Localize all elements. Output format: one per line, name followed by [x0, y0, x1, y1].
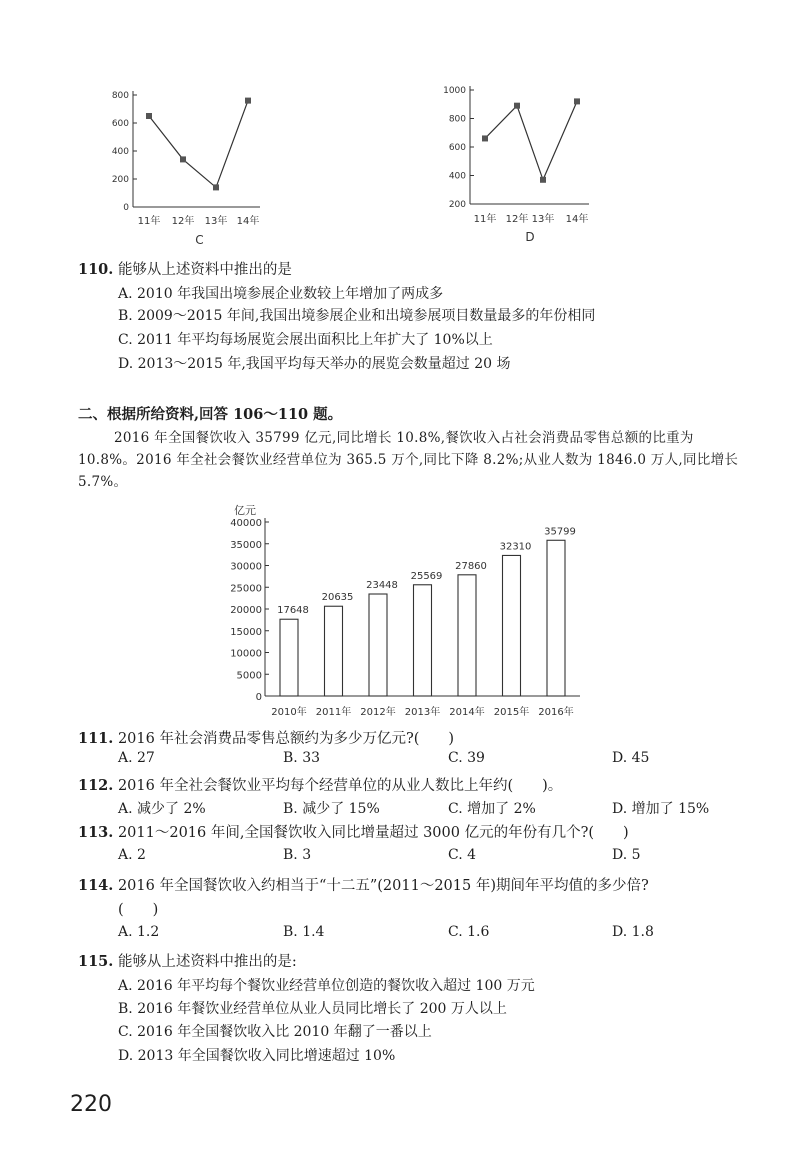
question-stem: 能够从上述资料中推出的是: [117, 954, 297, 970]
y-tick-label: 400 [111, 147, 129, 157]
q110-option-b: B. 2009～2015 年间,我国出境参展企业和出境参展项目数量最多的年份相同 [118, 308, 596, 324]
question-112 [78, 774, 562, 795]
data-label: 32310 [499, 541, 532, 553]
question-114-answer-blank: ( ) [118, 902, 159, 918]
x-tick-label: 2012年 [360, 707, 396, 718]
q111-option-b: B. 33 [283, 750, 321, 766]
y-tick-label: 0 [123, 203, 129, 213]
x-tick-label: 13年 [204, 216, 228, 227]
x-tick-label: 2015年 [493, 707, 530, 718]
data-point [482, 135, 488, 141]
bar-2016年 [547, 540, 565, 696]
q110-option-d: D. 2013～2015 年,我国平均每天举办的展览会数量超过 20 场 [118, 356, 511, 372]
q114-option-d: D. 1.8 [612, 924, 654, 940]
q112-option-a: A. 减少了 2% [118, 801, 206, 817]
y-tick-label: 10000 [230, 648, 262, 660]
x-tick-label: 12年 [171, 216, 195, 227]
data-label: 25569 [410, 570, 443, 582]
q114-option-b: B. 1.4 [283, 924, 325, 940]
x-tick-label: 11年 [137, 216, 161, 227]
page-number: 220 [70, 1092, 112, 1117]
bar-2014年 [458, 575, 476, 696]
q111-option-a: A. 27 [118, 750, 155, 766]
chart-caption: D [525, 230, 535, 244]
question-114 [78, 874, 649, 895]
y-tick-label: 200 [111, 175, 129, 185]
q115-option-b: B. 2016 年餐饮业经营单位从业人员同比增长了 200 万人以上 [118, 1001, 507, 1017]
chart-caption: C [195, 233, 204, 247]
question-stem: 2016 年全国餐饮收入约相当于“十二五”(2011～2015 年)期间年平均值的多少倍? [117, 878, 649, 894]
x-tick-label: 13年 [531, 214, 555, 225]
y-tick-label: 15000 [230, 626, 262, 638]
q115-option-c: C. 2016 年全国餐饮收入比 2010 年翻了一番以上 [118, 1024, 432, 1040]
q115-option-d: D. 2013 年全国餐饮收入同比增速超过 10% [118, 1048, 396, 1064]
material-paragraph: 2016 年全国餐饮收入 35799 亿元,同比增长 10.8%,餐饮收入占社会消费品零售总额的比重为 10.8%。2016 年全社会餐饮业经营单位为 365.5 万个,同比下降 8.2%;从业人数为 1846.0 万人,同比增长 5.7%。 [78, 430, 739, 490]
data-point [245, 98, 251, 104]
y-tick-label: 25000 [230, 583, 262, 595]
q113-option-b: B. 3 [283, 847, 312, 863]
data-label: 20635 [321, 592, 354, 604]
bar-2013年 [414, 585, 432, 696]
q115-option-a: A. 2016 年平均每个餐饮业经营单位创造的餐饮收入超过 100 万元 [118, 978, 535, 994]
q114-option-c: C. 1.6 [448, 924, 490, 940]
bar-2011年 [325, 606, 343, 696]
q110-option-a: A. 2010 年我国出境参展企业数较上年增加了两成多 [118, 286, 444, 302]
question-113 [78, 821, 629, 842]
q112-option-b: B. 减少了 15% [283, 801, 380, 817]
question-number: 112. [78, 777, 114, 794]
data-label: 27860 [455, 560, 487, 572]
data-point [514, 103, 520, 109]
x-tick-label: 2013年 [404, 707, 441, 718]
question-115 [78, 950, 297, 971]
data-point [574, 98, 580, 104]
q112-option-d: D. 增加了 15% [612, 801, 710, 817]
section-title: 二、根据所给资料,回答 106～110 题。 [78, 406, 343, 423]
x-tick-label: 14年 [565, 214, 589, 225]
x-tick-label: 14年 [236, 216, 260, 227]
question-number: 114. [78, 877, 114, 894]
data-point [180, 156, 186, 162]
x-tick-label: 2016年 [538, 707, 574, 718]
y-tick-label: 200 [448, 200, 466, 210]
q114-option-a: A. 1.2 [118, 924, 160, 940]
y-tick-label: 5000 [236, 670, 262, 682]
bar-2015年 [503, 555, 521, 696]
y-tick-label: 1000 [443, 86, 466, 96]
bar-chart-catering-revenue [215, 500, 635, 725]
x-tick-label: 2011年 [315, 707, 352, 718]
line-chart-d [430, 84, 630, 248]
x-tick-label: 2014年 [449, 707, 485, 718]
y-tick-label: 0 [255, 692, 262, 703]
x-tick-label: 11年 [473, 214, 497, 225]
y-axis-unit: 亿元 [234, 504, 256, 517]
y-tick-label: 40000 [230, 518, 262, 529]
data-point [540, 177, 546, 183]
x-tick-label: 2010年 [271, 707, 307, 718]
y-tick-label: 800 [448, 114, 466, 125]
question-111 [78, 727, 454, 748]
y-tick-label: 600 [448, 143, 466, 153]
question-number: 110. [78, 261, 114, 278]
data-point [213, 184, 219, 190]
question-stem: 2016 年全社会餐饮业平均每个经营单位的从业人数比上年约( )。 [117, 778, 563, 794]
q112-option-c: C. 增加了 2% [448, 801, 536, 817]
question-stem: 2016 年社会消费品零售总额约为多少万亿元?( ) [117, 731, 455, 747]
q113-option-c: C. 4 [448, 847, 477, 863]
series-line [485, 101, 577, 179]
question-stem: 2011～2016 年间,全国餐饮收入同比增量超过 3000 亿元的年份有几个?( ) [117, 825, 629, 841]
question-number: 115. [78, 953, 114, 970]
data-label: 35799 [544, 526, 576, 538]
q111-option-c: C. 39 [448, 750, 485, 766]
series-line [149, 101, 248, 188]
line-chart-c [95, 88, 295, 248]
question-stem: 能够从上述资料中推出的是 [117, 262, 292, 278]
q111-option-d: D. 45 [612, 750, 650, 766]
x-tick-label: 12年 [505, 214, 529, 225]
question-number: 111. [78, 730, 114, 747]
y-tick-label: 600 [111, 119, 129, 129]
data-point [146, 113, 152, 119]
y-tick-label: 20000 [230, 605, 262, 616]
q110-option-c: C. 2011 年平均每场展览会展出面积比上年扩大了 10%以上 [118, 332, 493, 348]
y-tick-label: 800 [111, 91, 129, 101]
q113-option-d: D. 5 [612, 847, 641, 863]
bar-2012年 [369, 594, 387, 696]
question-110 [78, 258, 292, 279]
y-tick-label: 35000 [230, 539, 262, 551]
bar-2010年 [280, 619, 298, 696]
data-label: 23448 [366, 580, 398, 592]
data-label: 17648 [277, 605, 309, 617]
y-tick-label: 400 [448, 171, 466, 182]
q113-option-a: A. 2 [118, 847, 146, 863]
y-tick-label: 30000 [230, 561, 262, 573]
question-number: 113. [78, 824, 114, 841]
